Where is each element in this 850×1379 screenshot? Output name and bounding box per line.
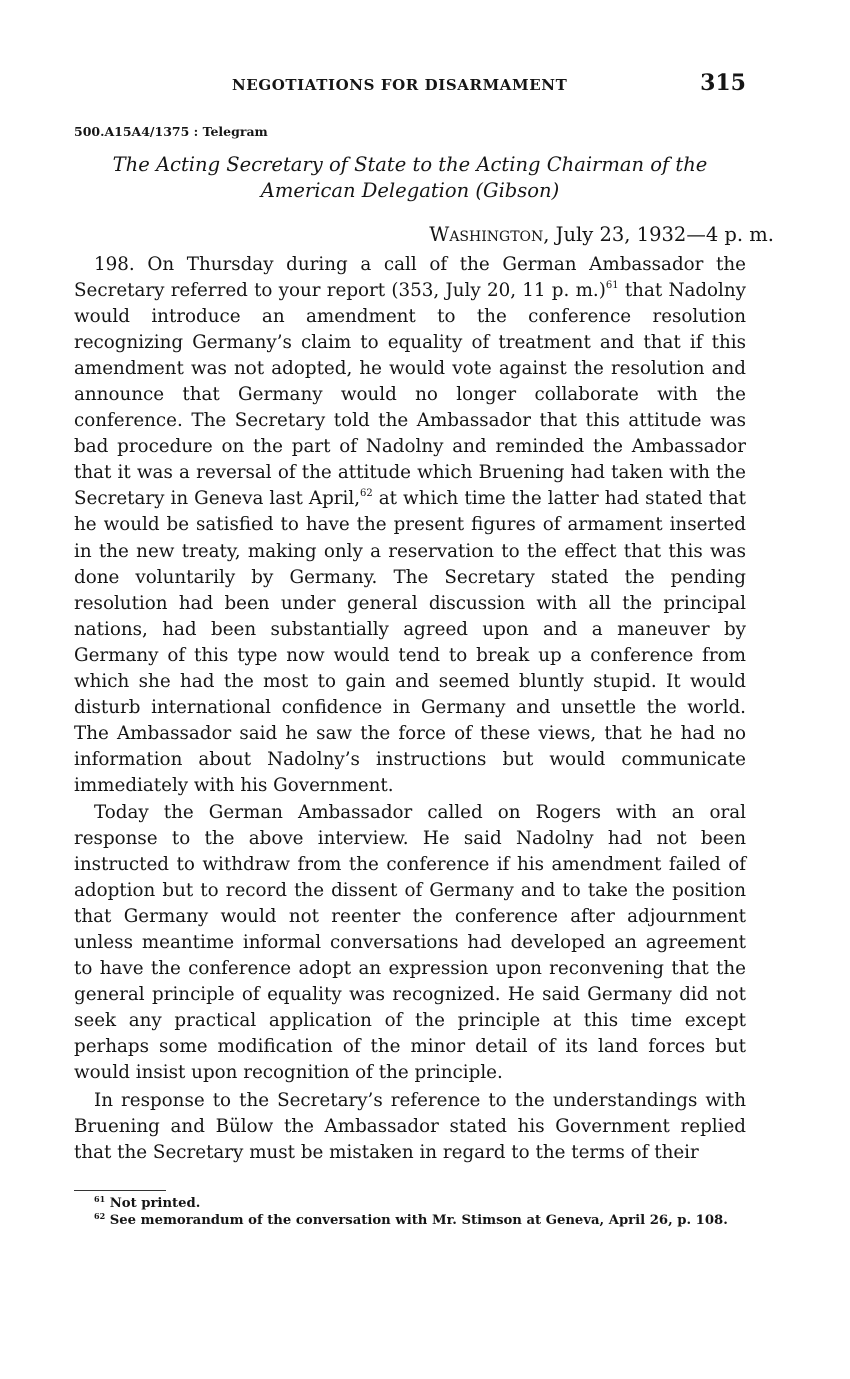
paragraph-1	[74, 252, 746, 799]
page-number: 315	[700, 70, 746, 96]
dateline	[429, 223, 774, 246]
paragraph-1-part-a: 198. On Thursday during a call of the German Ambassador the Secretary referred to your report (353, July 20, 11 p. m.)	[74, 254, 746, 302]
dateline-date: , July 23, 1932—4 p. m.	[543, 223, 774, 246]
footnote-marker: 62	[94, 1210, 106, 1221]
page-header	[74, 70, 746, 100]
paragraph-3: In response to the Secretary’s reference to the understandings with Bruening and Bülow the Ambassador stated his Government replied that the Secretary must be mistaken in regard to the terms of their	[74, 1089, 746, 1163]
dateline-place: Washington	[429, 223, 544, 246]
paragraph-2: Today the German Ambassador called on Rogers with an oral response to the above interview. He said Nadolny had not been instructed to withdraw from the conference if his amendment failed of adoption but to record the dissent of Germany and to take the position that Germany would not reenter the conference after adjournment unless meantime informal conversations had developed an agreement to have the conference adopt an expression upon reconvening that the general principle of equality was recognized. He said Germany did not seek any practical application of the principle at this time except perhaps some modification of the minor detail of its land forces but would insist upon recognition of the principle.	[74, 801, 746, 1084]
footnote-text: See memorandum of the conversation with Mr. Stimson at Geneva, April 26, p. 108.	[105, 1212, 728, 1228]
title-line-1: The Acting Secretary of State to the Acting Chairman of the	[112, 153, 708, 176]
footnote-text: Not printed.	[105, 1196, 201, 1211]
footnote-divider	[74, 1190, 166, 1191]
paragraph-1-part-c: at which time the latter had stated that he would be satisfied to have the present figures of armament inserted in the new treaty, making only a reservation to the effect that this was done voluntarily by Germany. The Secretary stated the pending resolution had been under general discussion with all the principal nations, had been substantially agreed upon and a maneuver by Germany of this type now would tend to break up a conference from which she had the most to gain and seemed bluntly stupid. It would disturb international confidence in Germany and unsettle the world. The Ambassador said he saw the force of these views, that he had no information about Nadolny’s instructions but would communicate immediately with his Government.	[74, 488, 746, 796]
footnote-ref-61: 61	[605, 280, 619, 292]
footnote-marker: 61	[94, 1194, 106, 1204]
running-head: NEGOTIATIONS FOR DISARMAMENT	[232, 76, 568, 94]
footnotes	[74, 1196, 746, 1229]
footnote-ref-62: 62	[360, 488, 373, 500]
telegram-body	[74, 252, 746, 1166]
footnote-62	[74, 1210, 746, 1230]
title-line-2: American Delegation (Gibson)	[260, 179, 560, 202]
document-title	[74, 152, 746, 204]
paragraph-1-part-b: that Nadolny would introduce an amendment to the conference resolution recognizing Germany’s claim to equality of treatment and that if this amendment was not adopted, he would vote against the resolution and announce that Germany would no longer collaborate with the conference. The Secretary told the Ambassador that this attitude was bad procedure on the part of Nadolny and reminded the Ambassador that it was a reversal of the attitude which Bruening had taken with the Secretary in Geneva last April,	[74, 280, 747, 510]
footnote-61	[74, 1196, 746, 1213]
file-reference: 500.A15A4/1375 : Telegram	[74, 124, 268, 139]
